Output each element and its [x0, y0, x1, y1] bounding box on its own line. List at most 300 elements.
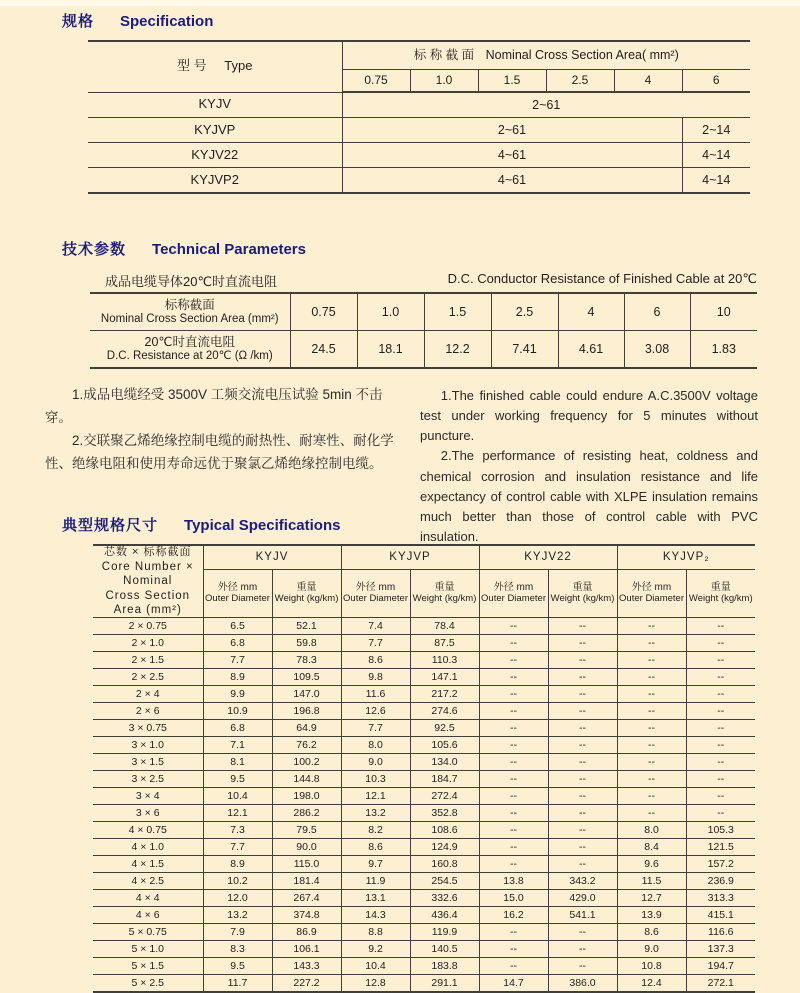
notes-english: [420, 386, 758, 547]
table-cell: 286.2: [272, 805, 341, 822]
table-cell: KYJVP2: [88, 168, 342, 194]
table-cell: --: [548, 618, 617, 635]
table-cell: --: [479, 635, 548, 652]
table-cell: --: [686, 737, 755, 754]
typical-col1-line2: Core Number × Nominal: [101, 560, 194, 588]
table-cell: --: [617, 652, 686, 669]
table-row: [88, 168, 750, 194]
table-cell: 8.8: [341, 924, 410, 941]
table-cell: 196.8: [272, 703, 341, 720]
table-cell: --: [686, 635, 755, 652]
typical-col1-line3: Cross Section Area (mm²): [105, 589, 191, 616]
table-cell: 5 × 1.0: [93, 941, 203, 958]
table-cell: --: [479, 737, 548, 754]
table-cell: 4: [558, 293, 624, 331]
table-cell: 110.3: [410, 652, 479, 669]
table-cell: 12.1: [341, 788, 410, 805]
typical-table-body: [93, 618, 755, 993]
tech-subtitle-row: [105, 271, 757, 290]
table-cell: 64.9: [272, 720, 341, 737]
table-cell: 12.0: [203, 890, 272, 907]
table-cell: 8.0: [617, 822, 686, 839]
table-cell: --: [617, 686, 686, 703]
table-cell: 12.6: [341, 703, 410, 720]
table-cell: 2 × 1.5: [93, 652, 203, 669]
tech-value-row: [90, 331, 757, 369]
table-cell: 7.3: [203, 822, 272, 839]
table-cell: 5 × 0.75: [93, 924, 203, 941]
table-cell: 181.4: [272, 873, 341, 890]
table-cell: --: [617, 771, 686, 788]
table-cell: 2 × 1.0: [93, 635, 203, 652]
table-cell: 3 × 4: [93, 788, 203, 805]
table-cell: 121.5: [686, 839, 755, 856]
table-cell: 10.4: [203, 788, 272, 805]
table-row: [93, 873, 755, 890]
typical-group-kyjv: KYJV: [203, 545, 341, 570]
table-cell: --: [548, 737, 617, 754]
od-en: Outer Diameter: [205, 592, 270, 604]
table-cell: 116.6: [686, 924, 755, 941]
spec-table: [88, 40, 750, 194]
table-row: [88, 92, 750, 118]
spec-title-zh: 规格: [62, 13, 95, 30]
table-cell: 6: [682, 70, 750, 93]
table-cell: 8.3: [203, 941, 272, 958]
table-cell: --: [479, 839, 548, 856]
wt-zh: 重量: [710, 582, 731, 594]
wt-en: Weight (kg/km): [550, 592, 615, 604]
table-cell: 3 × 0.75: [93, 720, 203, 737]
note-zh-2: 2.交联聚乙烯绝缘控制电缆的耐热性、耐寒性、耐化学性、绝缘电阻和使用寿命远优于聚氯乙烯绝缘控制电缆。: [45, 432, 394, 471]
note-en-1: 1.The finished cable could endure A.C.3500V voltage test under working frequency for 5 minutes without puncture.: [420, 388, 758, 444]
table-row: [93, 737, 755, 754]
table-cell: 0.75: [342, 70, 410, 93]
table-cell: 14.7: [479, 975, 548, 993]
table-cell: --: [479, 788, 548, 805]
table-cell: 7.7: [203, 839, 272, 856]
table-cell: 12.4: [617, 975, 686, 993]
table-cell: 9.2: [341, 941, 410, 958]
table-cell: 140.5: [410, 941, 479, 958]
table-cell: 92.5: [410, 720, 479, 737]
table-cell: 4~14: [682, 143, 750, 168]
table-cell: 13.8: [479, 873, 548, 890]
table-cell: 11.5: [617, 873, 686, 890]
table-row: [93, 839, 755, 856]
table-cell: 59.8: [272, 635, 341, 652]
table-cell: 386.0: [548, 975, 617, 993]
typical-wt-header: [686, 570, 755, 618]
table-cell: 109.5: [272, 669, 341, 686]
tech-resistance-header-en: D.C. Resistance at 20℃ (Ω /km): [106, 349, 273, 362]
table-cell: --: [548, 941, 617, 958]
table-cell: 12.8: [341, 975, 410, 993]
table-cell: 7.4: [341, 618, 410, 635]
tech-size-header-zh: 标称截面: [164, 298, 215, 313]
table-cell: 0.75: [290, 293, 357, 331]
typical-col1-line1: 芯数 × 标称截面: [103, 546, 192, 558]
table-cell: --: [548, 703, 617, 720]
table-cell: 3 × 1.5: [93, 754, 203, 771]
table-cell: 4~61: [342, 168, 682, 194]
table-cell: 86.9: [272, 924, 341, 941]
tech-size-header-cell: [90, 293, 290, 331]
typical-od-header: [203, 570, 272, 618]
note-zh-1: 1.成品电缆经受 3500V 工频交流电压试验 5min 不击穿。: [45, 387, 383, 425]
table-cell: 6.5: [203, 618, 272, 635]
table-cell: 2.5: [546, 70, 614, 93]
table-row: [93, 703, 755, 720]
typical-od-header: [341, 570, 410, 618]
tech-resistance-header-zh: 20℃时直流电阻: [144, 335, 235, 350]
table-cell: KYJV: [88, 92, 342, 118]
table-cell: 8.6: [341, 839, 410, 856]
table-row: [93, 652, 755, 669]
table-cell: 78.3: [272, 652, 341, 669]
table-cell: 3.08: [624, 331, 690, 369]
table-cell: --: [686, 805, 755, 822]
table-cell: 374.8: [272, 907, 341, 924]
table-cell: 10: [690, 293, 757, 331]
table-cell: 87.5: [410, 635, 479, 652]
table-cell: --: [548, 839, 617, 856]
table-cell: --: [548, 805, 617, 822]
table-cell: 7.7: [203, 652, 272, 669]
table-cell: 313.3: [686, 890, 755, 907]
table-row: [93, 754, 755, 771]
table-cell: 1.5: [478, 70, 546, 93]
table-cell: --: [686, 618, 755, 635]
table-cell: 24.5: [290, 331, 357, 369]
tech-table-container: [90, 292, 757, 369]
spec-area-header-en: Nominal Cross Section Area( mm²): [485, 48, 679, 63]
table-cell: 3 × 6: [93, 805, 203, 822]
table-cell: 4 × 6: [93, 907, 203, 924]
table-cell: 2 × 6: [93, 703, 203, 720]
od-zh: 外径 mm: [631, 582, 672, 594]
table-cell: 272.4: [410, 788, 479, 805]
table-cell: 9.5: [203, 958, 272, 975]
spec-section-title: [62, 10, 213, 31]
table-cell: 9.0: [341, 754, 410, 771]
table-row: [93, 975, 755, 993]
note-en-2: 2.The performance of resisting heat, coldness and chemical corrosion and insulation resistance and life expectancy of control cable with XLPE insulation remains much better than those of control cable with PVC insulation.: [420, 448, 758, 544]
table-cell: --: [548, 754, 617, 771]
table-cell: 11.9: [341, 873, 410, 890]
spec-table-container: [88, 40, 750, 194]
table-cell: --: [479, 669, 548, 686]
table-cell: 144.8: [272, 771, 341, 788]
wt-en: Weight (kg/km): [688, 592, 753, 604]
table-cell: 352.8: [410, 805, 479, 822]
table-cell: 7.7: [341, 635, 410, 652]
table-cell: 9.9: [203, 686, 272, 703]
tech-subtitle-zh: 成品电缆导体20℃时直流电阻: [105, 274, 278, 289]
table-cell: 541.1: [548, 907, 617, 924]
table-cell: --: [548, 822, 617, 839]
table-row: [93, 856, 755, 873]
table-cell: --: [548, 669, 617, 686]
table-cell: 8.9: [203, 669, 272, 686]
table-cell: 254.5: [410, 873, 479, 890]
table-cell: --: [617, 754, 686, 771]
table-cell: --: [548, 635, 617, 652]
od-en: Outer Diameter: [619, 592, 684, 604]
typical-group-row: [93, 545, 755, 570]
table-cell: --: [617, 720, 686, 737]
table-cell: 8.6: [341, 652, 410, 669]
table-cell: 1.0: [357, 293, 424, 331]
table-cell: --: [686, 754, 755, 771]
table-cell: 236.9: [686, 873, 755, 890]
table-cell: 79.5: [272, 822, 341, 839]
table-row: [88, 118, 750, 143]
table-cell: 4.61: [558, 331, 624, 369]
tech-size-row: [90, 293, 757, 331]
table-cell: 76.2: [272, 737, 341, 754]
table-cell: --: [617, 703, 686, 720]
table-cell: 147.1: [410, 669, 479, 686]
table-cell: 267.4: [272, 890, 341, 907]
table-cell: 10.4: [341, 958, 410, 975]
typical-group-kyjvp: KYJVP: [341, 545, 479, 570]
tech-resistance-header-cell: [90, 331, 290, 369]
table-cell: 134.0: [410, 754, 479, 771]
table-row: [93, 958, 755, 975]
spec-type-header-en: Type: [224, 58, 253, 74]
tech-title-zh: 技术参数: [62, 241, 127, 258]
table-cell: 8.1: [203, 754, 272, 771]
table-cell: 11.7: [203, 975, 272, 993]
typical-col1-header: [93, 545, 203, 618]
table-cell: 9.5: [203, 771, 272, 788]
table-cell: 8.4: [617, 839, 686, 856]
table-row: [93, 618, 755, 635]
spec-type-header-zh: 型 号: [177, 58, 207, 74]
table-cell: 124.9: [410, 839, 479, 856]
typical-od-header: [479, 570, 548, 618]
table-row: [93, 907, 755, 924]
table-cell: 9.0: [617, 941, 686, 958]
table-cell: --: [479, 771, 548, 788]
table-cell: --: [548, 856, 617, 873]
table-cell: 1.5: [424, 293, 491, 331]
spec-header-row-1: [88, 41, 750, 70]
table-cell: 198.0: [272, 788, 341, 805]
table-cell: --: [617, 669, 686, 686]
typical-table-container: [93, 544, 755, 993]
table-cell: 272.1: [686, 975, 755, 993]
table-cell: 4 × 4: [93, 890, 203, 907]
table-cell: --: [617, 805, 686, 822]
table-cell: --: [548, 958, 617, 975]
table-cell: 7.41: [491, 331, 558, 369]
table-cell: 5 × 1.5: [93, 958, 203, 975]
table-cell: 12.1: [203, 805, 272, 822]
od-en: Outer Diameter: [343, 592, 408, 604]
table-cell: 12.7: [617, 890, 686, 907]
od-zh: 外径 mm: [355, 582, 396, 594]
table-cell: --: [686, 669, 755, 686]
table-cell: 8.9: [203, 856, 272, 873]
table-cell: 13.9: [617, 907, 686, 924]
table-cell: 16.2: [479, 907, 548, 924]
table-cell: 147.0: [272, 686, 341, 703]
wt-en: Weight (kg/km): [274, 592, 339, 604]
table-cell: 9.7: [341, 856, 410, 873]
table-cell: --: [479, 686, 548, 703]
spec-table-body: [88, 92, 750, 193]
spec-area-header-cell: [342, 41, 750, 70]
table-cell: 108.6: [410, 822, 479, 839]
table-cell: --: [686, 652, 755, 669]
wt-en: Weight (kg/km): [412, 592, 477, 604]
table-cell: 4~14: [682, 168, 750, 194]
typical-section-title: [62, 514, 340, 535]
table-cell: 2~14: [682, 118, 750, 143]
table-cell: 6: [624, 293, 690, 331]
tech-title-en: Technical Parameters: [152, 241, 306, 258]
table-cell: --: [479, 703, 548, 720]
table-cell: 217.2: [410, 686, 479, 703]
table-cell: 7.9: [203, 924, 272, 941]
typical-table: [93, 544, 755, 993]
table-cell: --: [479, 618, 548, 635]
table-cell: --: [686, 771, 755, 788]
table-cell: 12.2: [424, 331, 491, 369]
table-cell: 115.0: [272, 856, 341, 873]
page-top-edge: [0, 0, 800, 6]
tech-table: [90, 292, 757, 369]
table-cell: --: [617, 618, 686, 635]
table-row: [93, 686, 755, 703]
table-cell: 415.1: [686, 907, 755, 924]
tech-subtitle-en: D.C. Conductor Resistance of Finished Cable at 20℃: [447, 271, 757, 286]
table-cell: 157.2: [686, 856, 755, 873]
od-zh: 外径 mm: [493, 582, 534, 594]
table-cell: --: [479, 924, 548, 941]
table-row: [93, 890, 755, 907]
table-row: [93, 669, 755, 686]
table-cell: 2 × 2.5: [93, 669, 203, 686]
typical-group-kyjvp2: KYJVP₂: [617, 545, 755, 570]
table-row: [93, 720, 755, 737]
table-cell: --: [479, 805, 548, 822]
tech-section-title: [62, 238, 306, 259]
table-cell: 183.8: [410, 958, 479, 975]
table-cell: KYJVP: [88, 118, 342, 143]
table-cell: 184.7: [410, 771, 479, 788]
table-cell: 4: [614, 70, 682, 93]
table-cell: --: [686, 720, 755, 737]
typical-wt-header: [410, 570, 479, 618]
table-cell: 4 × 1.0: [93, 839, 203, 856]
typical-title-en: Typical Specifications: [184, 517, 341, 534]
table-row: [93, 941, 755, 958]
table-cell: --: [617, 635, 686, 652]
table-row: [93, 771, 755, 788]
table-cell: 13.2: [203, 907, 272, 924]
table-cell: 100.2: [272, 754, 341, 771]
table-cell: 143.3: [272, 958, 341, 975]
table-cell: 78.4: [410, 618, 479, 635]
table-cell: 343.2: [548, 873, 617, 890]
tech-size-header-en: Nominal Cross Section Area (mm²): [100, 312, 279, 325]
table-cell: 4 × 1.5: [93, 856, 203, 873]
table-cell: 106.1: [272, 941, 341, 958]
table-cell: --: [548, 686, 617, 703]
wt-zh: 重量: [296, 582, 317, 594]
table-cell: 10.8: [617, 958, 686, 975]
table-cell: 1.0: [410, 70, 478, 93]
table-cell: --: [548, 788, 617, 805]
table-cell: 332.6: [410, 890, 479, 907]
table-cell: 90.0: [272, 839, 341, 856]
table-cell: 429.0: [548, 890, 617, 907]
table-cell: 9.8: [341, 669, 410, 686]
table-cell: 105.6: [410, 737, 479, 754]
table-cell: 18.1: [357, 331, 424, 369]
typical-title-zh: 典型规格尺寸: [62, 517, 159, 534]
table-cell: 15.0: [479, 890, 548, 907]
table-cell: --: [686, 788, 755, 805]
table-cell: --: [686, 686, 755, 703]
table-cell: 2.5: [491, 293, 558, 331]
table-cell: 1.83: [690, 331, 757, 369]
table-cell: 227.2: [272, 975, 341, 993]
table-cell: --: [479, 720, 548, 737]
table-row: [88, 143, 750, 168]
table-cell: 8.2: [341, 822, 410, 839]
table-cell: 436.4: [410, 907, 479, 924]
spec-area-header-zh: 标 称 截 面: [413, 48, 475, 63]
spec-type-header-cell: [88, 41, 342, 92]
table-row: [93, 635, 755, 652]
table-cell: 2~61: [342, 118, 682, 143]
table-cell: 13.2: [341, 805, 410, 822]
typical-group-kyjv22: KYJV22: [479, 545, 617, 570]
notes-chinese: [45, 384, 407, 476]
table-cell: 5 × 2.5: [93, 975, 203, 993]
od-en: Outer Diameter: [481, 592, 546, 604]
table-cell: --: [548, 771, 617, 788]
wt-zh: 重量: [434, 582, 455, 594]
table-cell: 3 × 1.0: [93, 737, 203, 754]
typical-wt-header: [272, 570, 341, 618]
table-cell: 4 × 0.75: [93, 822, 203, 839]
table-cell: --: [479, 941, 548, 958]
table-cell: 7.7: [341, 720, 410, 737]
table-cell: --: [548, 720, 617, 737]
table-cell: 2 × 0.75: [93, 618, 203, 635]
table-row: [93, 805, 755, 822]
table-cell: --: [617, 737, 686, 754]
table-cell: --: [548, 924, 617, 941]
table-cell: 291.1: [410, 975, 479, 993]
table-cell: KYJV22: [88, 143, 342, 168]
table-cell: 8.6: [617, 924, 686, 941]
typical-wt-header: [548, 570, 617, 618]
table-cell: 6.8: [203, 635, 272, 652]
table-cell: 6.8: [203, 720, 272, 737]
table-row: [93, 822, 755, 839]
table-cell: --: [479, 856, 548, 873]
table-cell: --: [479, 754, 548, 771]
table-cell: 2 × 4: [93, 686, 203, 703]
table-cell: 13.1: [341, 890, 410, 907]
table-cell: --: [479, 958, 548, 975]
